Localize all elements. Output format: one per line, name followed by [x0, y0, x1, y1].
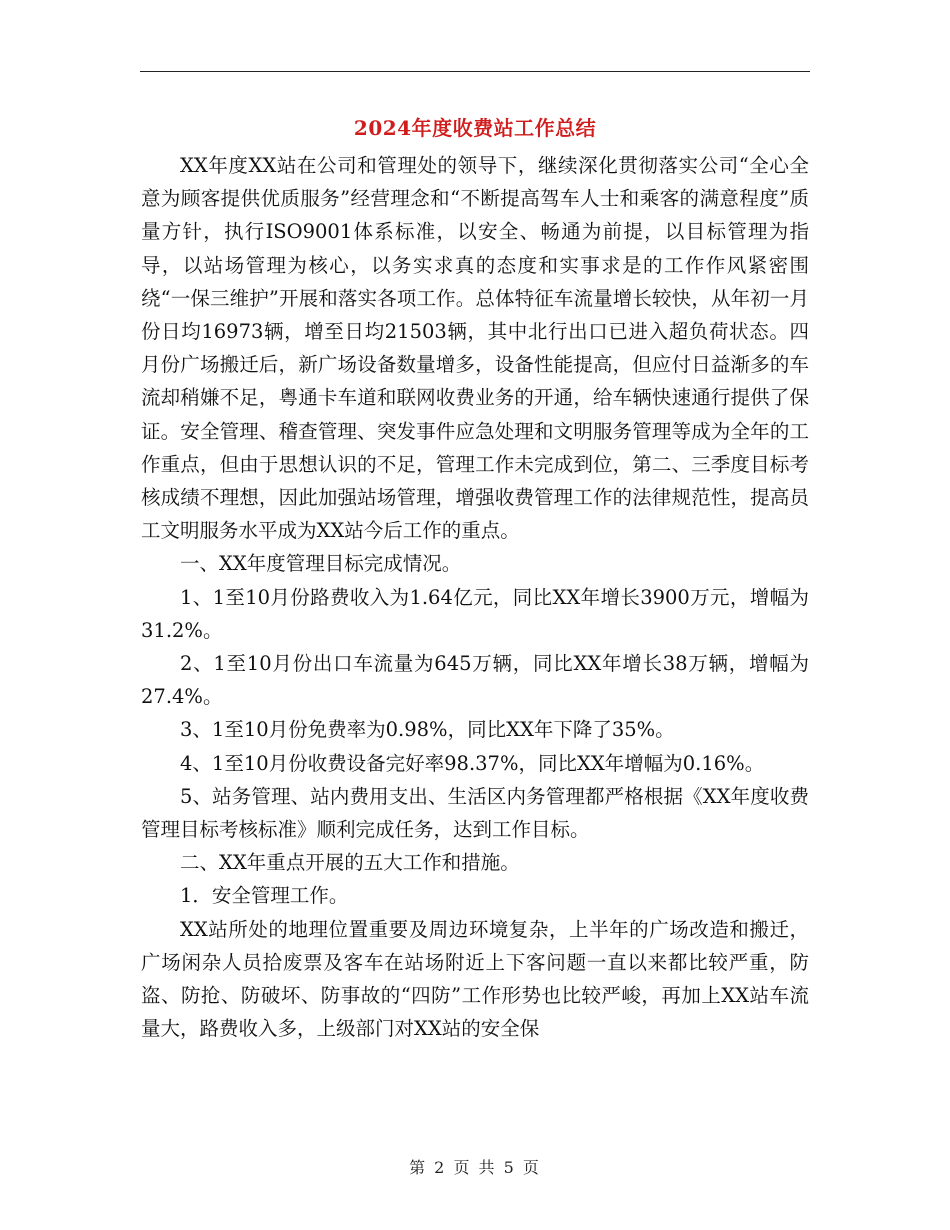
section-heading-1: 一、XX年度管理目标完成情况。: [180, 552, 462, 576]
subsection-heading-1: 1．安全管理工作。: [180, 884, 349, 908]
paragraph-safety: XX站所处的地理位置重要及周边环境复杂，上半年的广场改造和搬迁，广场闲杂人员拾废票及客车在站场附近上下客问题一直以来都比较严重，防盗、防抢、防破坏、防事故的“四防”工作形势也比较严峻，再加上XX站车流量大，路费收入多，上级部门对XX站的安全保: [141, 917, 809, 1041]
paragraph-item-3: 3、1至10月份免费率为0.98%，同比XX年下降了35%。: [180, 718, 675, 742]
paragraph-intro: XX年度XX站在公司和管理处的领导下，继续深化贯彻落实公司“全心全意为顾客提供优质服务”经营理念和“不断提高驾车人士和乘客的满意程度”质量方针，执行ISO9001体系标准，以安全、畅通为前提，以目标管理为指导，以站场管理为核心，以务实求真的态度和实事求是的工作作风紧密围绕“一保三维护”开展和落实各项工作。总体特征车流量增长较快，从年初一月份日均16973辆，增至日均21503辆，其中北行出口已进入超负荷状态。四月份广场搬迁后，新广场设备数量增多，设备性能提高，但应付日益渐多的车流却稍嫌不足，粤通卡车道和联网收费业务的开通，给车辆快速通行提供了保证。安全管理、稽查管理、突发事件应急处理和文明服务管理等成为全年的工作重点，但由于思想认识的不足，管理工作未完成到位，第二、三季度目标考核成绩不理想，因此加强站场管理，增强收费管理工作的法律规范性，提高员工文明服务水平成为XX站今后工作的重点。: [141, 154, 809, 543]
paragraph-item-1: 1、1至10月份路费收入为1.64亿元，同比XX年增长3900万元，增幅为31.2%。: [141, 585, 809, 642]
document-body: [141, 149, 809, 1045]
section-heading-2: 二、XX年重点开展的五大工作和措施。: [180, 851, 520, 875]
page-footer: 第 2 页 共 5 页: [409, 1158, 541, 1177]
paragraph-item-5: 5、站务管理、站内费用支出、生活区内务管理都严格根据《XX年度收费管理目标考核标准》顺利完成任务，达到工作目标。: [141, 784, 809, 842]
paragraph-item-2: 2、1至10月份出口车流量为645万辆，同比XX年增长38万辆，增幅为27.4%。: [141, 652, 809, 709]
header-rule: [140, 71, 810, 72]
document-title: 2024年度收费站工作总结: [353, 116, 597, 140]
paragraph-item-4: 4、1至10月份收费设备完好率98.37%，同比XX年增幅为0.16%。: [180, 751, 765, 775]
